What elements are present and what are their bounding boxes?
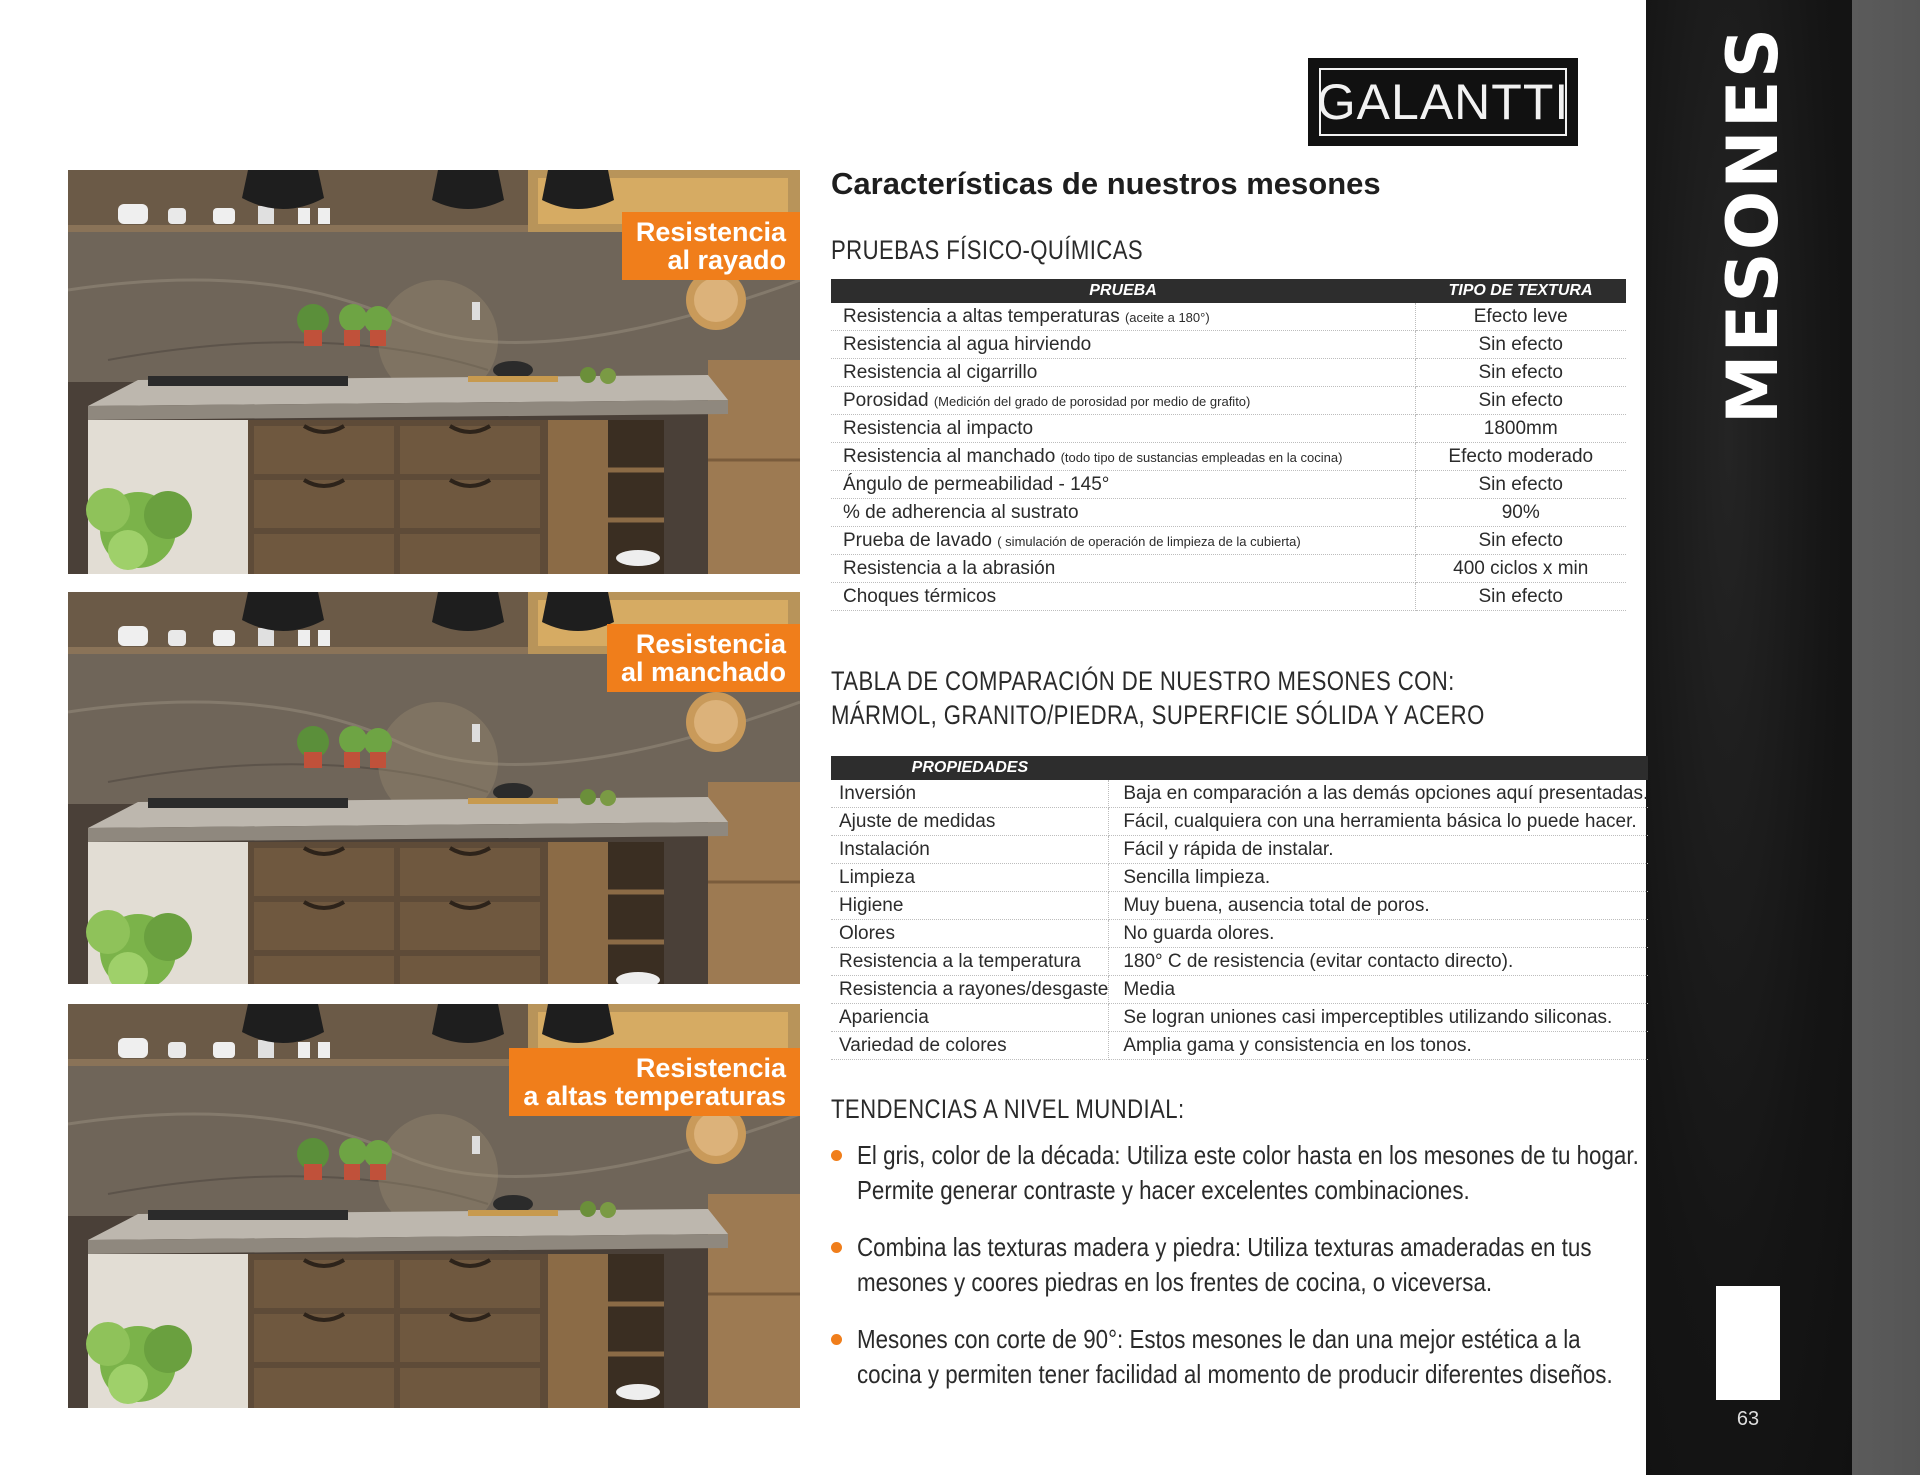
- badge-line: al rayado: [667, 245, 786, 275]
- galantti-logo: [1308, 58, 1578, 146]
- test-note: (Medición del grado de porosidad por medio de grafito): [933, 393, 1251, 409]
- test-name-cell: [831, 331, 1415, 359]
- property-value: 180° C de resistencia (evitar contacto directo).: [1109, 948, 1648, 976]
- property-value: Amplia gama y consistencia en los tonos.: [1109, 1032, 1648, 1060]
- col-header-properties: PROPIEDADES: [831, 756, 1109, 780]
- test-name-cell: [831, 359, 1415, 387]
- comparison-row: [831, 1032, 1648, 1060]
- property-name: Resistencia a la temperatura: [831, 948, 1109, 976]
- test-name-cell: [831, 443, 1415, 471]
- property-value: Media: [1109, 976, 1648, 1004]
- test-name: Ángulo de permeabilidad - 145°: [843, 473, 1110, 495]
- test-result: Sin efecto: [1415, 359, 1626, 387]
- comparison-row: [831, 948, 1648, 976]
- trend-item: [831, 1230, 1621, 1300]
- test-result: Sin efecto: [1415, 527, 1626, 555]
- test-name: Porosidad: [843, 389, 929, 411]
- kitchen-photo-stain: [68, 592, 800, 984]
- test-name: Resistencia a la abrasión: [843, 557, 1056, 579]
- section-title-vertical: [1712, 25, 1794, 425]
- trend-item: [831, 1138, 1639, 1208]
- comparison-row: [831, 864, 1648, 892]
- test-result: 400 ciclos x min: [1415, 555, 1626, 583]
- comparison-row: [831, 780, 1648, 808]
- property-name: Instalación: [831, 836, 1109, 864]
- property-name: Ajuste de medidas: [831, 808, 1109, 836]
- col-header-test: PRUEBA: [831, 279, 1415, 303]
- test-note: ( simulación de operación de limpieza de la cubierta): [997, 533, 1301, 549]
- physchem-row: [831, 583, 1626, 611]
- kitchen-photo-heat: [68, 1004, 800, 1408]
- property-name: Higiene: [831, 892, 1109, 920]
- badge-line: Resistencia: [635, 629, 786, 659]
- test-name: % de adherencia al sustrato: [843, 501, 1079, 523]
- property-value: Baja en comparación a las demás opciones aquí presentadas.: [1109, 780, 1648, 808]
- property-value: Fácil, cualquiera con una herramienta básica lo puede hacer.: [1109, 808, 1648, 836]
- badge-line: a altas temperaturas: [523, 1081, 786, 1111]
- comparison-row: [831, 920, 1648, 948]
- logo-text: GALANTTI: [1319, 68, 1567, 136]
- test-note: (todo tipo de sustancias empleadas en la cocina): [1060, 449, 1343, 465]
- property-name: Olores: [831, 920, 1109, 948]
- test-name: Resistencia al manchado: [843, 445, 1056, 467]
- badge-line: Resistencia: [635, 1053, 786, 1083]
- property-value: Muy buena, ausencia total de poros.: [1109, 892, 1648, 920]
- trend-text: Mesones con corte de 90°: Estos mesones le dan una mejor estética a la cocina y permiten tener facilidad al momento de producir diferentes diseños.: [857, 1324, 1613, 1389]
- test-result: 1800mm: [1415, 415, 1626, 443]
- physchem-row: [831, 303, 1626, 331]
- bullet-icon: [831, 1334, 842, 1345]
- badge-scratch-resistance: [622, 212, 800, 280]
- badge-heat-resistance: [509, 1048, 800, 1116]
- test-name-cell: [831, 387, 1415, 415]
- col-header-texture: TIPO DE TEXTURA: [1415, 279, 1626, 303]
- page-heading: Características de nuestros mesones: [831, 166, 1381, 201]
- physchem-row: [831, 555, 1626, 583]
- comparison-title-line1: TABLA DE COMPARACIÓN DE NUESTRO MESONES CON:: [831, 666, 1455, 696]
- property-name: Variedad de colores: [831, 1032, 1109, 1060]
- test-result: 90%: [1415, 499, 1626, 527]
- physchem-row: [831, 359, 1626, 387]
- property-value: Fácil y rápida de instalar.: [1109, 836, 1648, 864]
- test-result: Efecto leve: [1415, 303, 1626, 331]
- test-result: Sin efecto: [1415, 471, 1626, 499]
- physchem-table: [831, 279, 1626, 611]
- property-name: Limpieza: [831, 864, 1109, 892]
- test-name: Resistencia a altas temperaturas: [843, 305, 1120, 327]
- comparison-row: [831, 808, 1648, 836]
- bullet-icon: [831, 1242, 842, 1253]
- comparison-row: [831, 976, 1648, 1004]
- physchem-row: [831, 471, 1626, 499]
- section-title-text: MESONES: [1712, 25, 1794, 425]
- test-name: Resistencia al agua hirviendo: [843, 333, 1092, 355]
- property-name: Inversión: [831, 780, 1109, 808]
- test-result: Sin efecto: [1415, 387, 1626, 415]
- kitchen-photo-scratch: [68, 170, 800, 574]
- test-name: Choques térmicos: [843, 585, 997, 607]
- test-name-cell: [831, 499, 1415, 527]
- physchem-row: [831, 527, 1626, 555]
- test-name-cell: [831, 583, 1415, 611]
- physchem-row: [831, 499, 1626, 527]
- trend-text: El gris, color de la década: Utiliza este color hasta en los mesones de tu hogar. Permite generar contraste y hacer excelentes combinaciones.: [857, 1140, 1639, 1205]
- test-note: (aceite a 180°): [1124, 309, 1210, 325]
- bullet-icon: [831, 1150, 842, 1161]
- page-tab-marker: [1716, 1286, 1780, 1400]
- test-name: Resistencia al cigarrillo: [843, 361, 1038, 383]
- test-name-cell: [831, 471, 1415, 499]
- badge-stain-resistance: [607, 624, 800, 692]
- comparison-row: [831, 1004, 1648, 1032]
- trend-text: Combina las texturas madera y piedra: Utiliza texturas amaderadas en tus mesones y coores piedras en los frentes de cocina, o viceversa.: [857, 1232, 1592, 1297]
- badge-line: al manchado: [620, 657, 786, 687]
- page-number: 63: [1736, 1408, 1760, 1430]
- test-name-cell: [831, 415, 1415, 443]
- physchem-row: [831, 387, 1626, 415]
- property-name: Apariencia: [831, 1004, 1109, 1032]
- test-result: Sin efecto: [1415, 331, 1626, 359]
- test-name-cell: [831, 303, 1415, 331]
- property-value: Sencilla limpieza.: [1109, 864, 1648, 892]
- test-name: Prueba de lavado: [843, 529, 992, 551]
- property-value: No guarda olores.: [1109, 920, 1648, 948]
- physchem-row: [831, 331, 1626, 359]
- physchem-title: PRUEBAS FÍSICO-QUÍMICAS: [831, 235, 1144, 265]
- physchem-row: [831, 415, 1626, 443]
- test-name: Resistencia al impacto: [843, 417, 1034, 439]
- test-result: Efecto moderado: [1415, 443, 1626, 471]
- trend-item: [831, 1322, 1621, 1392]
- comparison-table: [831, 756, 1648, 1060]
- test-name-cell: [831, 555, 1415, 583]
- test-name-cell: [831, 527, 1415, 555]
- physchem-row: [831, 443, 1626, 471]
- badge-line: Resistencia: [635, 217, 786, 247]
- comparison-title-line2: MÁRMOL, GRANITO/PIEDRA, SUPERFICIE SÓLIDA Y ACERO: [831, 700, 1485, 730]
- property-value: Se logran uniones casi imperceptibles utilizando siliconas.: [1109, 1004, 1648, 1032]
- comparison-row: [831, 892, 1648, 920]
- property-name: Resistencia a rayones/desgaste: [831, 976, 1109, 1004]
- comparison-row: [831, 836, 1648, 864]
- trends-list: [831, 1138, 1639, 1414]
- col-header-blank: [1109, 756, 1648, 780]
- test-result: Sin efecto: [1415, 583, 1626, 611]
- trends-title: TENDENCIAS A NIVEL MUNDIAL:: [831, 1094, 1185, 1124]
